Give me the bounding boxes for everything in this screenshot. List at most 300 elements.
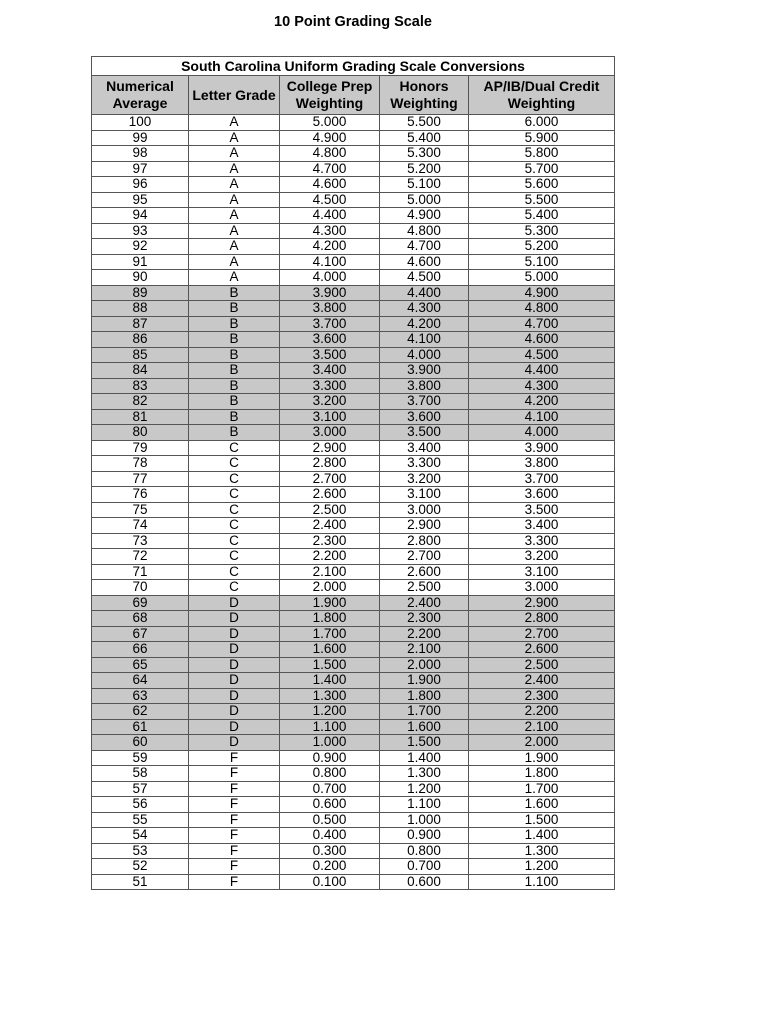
cell-ap-ib-dual: 5.100: [469, 254, 615, 270]
cell-letter-grade: B: [189, 347, 280, 363]
cell-letter-grade: A: [189, 239, 280, 255]
cell-letter-grade: B: [189, 378, 280, 394]
cell-ap-ib-dual: 6.000: [469, 115, 615, 131]
cell-honors: 3.100: [380, 487, 469, 503]
table-row: [92, 812, 615, 828]
cell-honors: 5.000: [380, 192, 469, 208]
cell-numerical-average: 97: [92, 161, 189, 177]
cell-honors: 0.600: [380, 874, 469, 890]
table-row: [92, 533, 615, 549]
cell-numerical-average: 93: [92, 223, 189, 239]
cell-numerical-average: 99: [92, 130, 189, 146]
cell-letter-grade: D: [189, 673, 280, 689]
cell-ap-ib-dual: 5.000: [469, 270, 615, 286]
cell-honors: 4.700: [380, 239, 469, 255]
table-caption: South Carolina Uniform Grading Scale Conversions: [92, 57, 615, 76]
cell-letter-grade: D: [189, 719, 280, 735]
table-row: [92, 828, 615, 844]
cell-ap-ib-dual: 3.400: [469, 518, 615, 534]
cell-honors: 4.000: [380, 347, 469, 363]
cell-college-prep: 4.100: [280, 254, 380, 270]
cell-college-prep: 1.900: [280, 595, 380, 611]
cell-college-prep: 3.600: [280, 332, 380, 348]
cell-college-prep: 0.400: [280, 828, 380, 844]
table-row: [92, 130, 615, 146]
cell-honors: 2.400: [380, 595, 469, 611]
cell-honors: 1.900: [380, 673, 469, 689]
cell-ap-ib-dual: 1.600: [469, 797, 615, 813]
table-row: [92, 316, 615, 332]
cell-honors: 1.300: [380, 766, 469, 782]
cell-honors: 2.200: [380, 626, 469, 642]
cell-college-prep: 4.700: [280, 161, 380, 177]
cell-honors: 4.800: [380, 223, 469, 239]
cell-honors: 4.300: [380, 301, 469, 317]
cell-college-prep: 4.200: [280, 239, 380, 255]
cell-ap-ib-dual: 4.600: [469, 332, 615, 348]
cell-numerical-average: 56: [92, 797, 189, 813]
cell-letter-grade: A: [189, 115, 280, 131]
table-row: [92, 673, 615, 689]
cell-honors: 0.800: [380, 843, 469, 859]
cell-numerical-average: 73: [92, 533, 189, 549]
table-row: [92, 518, 615, 534]
table-row: [92, 843, 615, 859]
cell-ap-ib-dual: 1.900: [469, 750, 615, 766]
table-row: [92, 688, 615, 704]
cell-numerical-average: 53: [92, 843, 189, 859]
cell-letter-grade: B: [189, 332, 280, 348]
cell-letter-grade: F: [189, 781, 280, 797]
cell-ap-ib-dual: 4.800: [469, 301, 615, 317]
cell-numerical-average: 61: [92, 719, 189, 735]
cell-college-prep: 1.100: [280, 719, 380, 735]
cell-letter-grade: B: [189, 301, 280, 317]
cell-ap-ib-dual: 2.000: [469, 735, 615, 751]
table-row: [92, 409, 615, 425]
cell-ap-ib-dual: 2.300: [469, 688, 615, 704]
table-row: [92, 735, 615, 751]
cell-ap-ib-dual: 2.800: [469, 611, 615, 627]
table-row: [92, 549, 615, 565]
cell-honors: 5.300: [380, 146, 469, 162]
cell-numerical-average: 55: [92, 812, 189, 828]
table-row: [92, 440, 615, 456]
cell-letter-grade: D: [189, 735, 280, 751]
cell-letter-grade: D: [189, 657, 280, 673]
cell-honors: 2.300: [380, 611, 469, 627]
cell-letter-grade: F: [189, 843, 280, 859]
cell-letter-grade: A: [189, 146, 280, 162]
table-row: [92, 874, 615, 890]
cell-honors: 4.600: [380, 254, 469, 270]
cell-ap-ib-dual: 5.500: [469, 192, 615, 208]
table-row: [92, 332, 615, 348]
cell-honors: 1.100: [380, 797, 469, 813]
cell-numerical-average: 67: [92, 626, 189, 642]
cell-letter-grade: D: [189, 626, 280, 642]
header-honors-weighting: Honors Weighting: [380, 76, 469, 115]
cell-honors: 1.700: [380, 704, 469, 720]
cell-college-prep: 4.500: [280, 192, 380, 208]
cell-letter-grade: F: [189, 750, 280, 766]
cell-honors: 2.500: [380, 580, 469, 596]
table-row: [92, 859, 615, 875]
cell-college-prep: 1.300: [280, 688, 380, 704]
cell-ap-ib-dual: 1.300: [469, 843, 615, 859]
cell-college-prep: 0.600: [280, 797, 380, 813]
cell-honors: 1.600: [380, 719, 469, 735]
cell-college-prep: 2.100: [280, 564, 380, 580]
table-row: [92, 781, 615, 797]
cell-honors: 3.200: [380, 471, 469, 487]
cell-numerical-average: 86: [92, 332, 189, 348]
cell-letter-grade: C: [189, 549, 280, 565]
cell-letter-grade: A: [189, 223, 280, 239]
cell-ap-ib-dual: 3.700: [469, 471, 615, 487]
cell-ap-ib-dual: 5.900: [469, 130, 615, 146]
cell-honors: 4.900: [380, 208, 469, 224]
table-row: [92, 502, 615, 518]
cell-college-prep: 2.500: [280, 502, 380, 518]
table-row: [92, 177, 615, 193]
table-row: [92, 704, 615, 720]
cell-college-prep: 0.500: [280, 812, 380, 828]
cell-numerical-average: 95: [92, 192, 189, 208]
cell-honors: 2.800: [380, 533, 469, 549]
cell-numerical-average: 96: [92, 177, 189, 193]
cell-ap-ib-dual: 3.100: [469, 564, 615, 580]
cell-college-prep: 2.000: [280, 580, 380, 596]
cell-ap-ib-dual: 5.400: [469, 208, 615, 224]
table-row: [92, 394, 615, 410]
cell-college-prep: 3.000: [280, 425, 380, 441]
table-row: [92, 208, 615, 224]
table-row: [92, 564, 615, 580]
cell-honors: 3.700: [380, 394, 469, 410]
cell-numerical-average: 89: [92, 285, 189, 301]
cell-college-prep: 4.800: [280, 146, 380, 162]
cell-college-prep: 0.100: [280, 874, 380, 890]
cell-honors: 1.400: [380, 750, 469, 766]
cell-numerical-average: 92: [92, 239, 189, 255]
cell-ap-ib-dual: 4.200: [469, 394, 615, 410]
cell-honors: 4.100: [380, 332, 469, 348]
cell-numerical-average: 85: [92, 347, 189, 363]
cell-honors: 5.100: [380, 177, 469, 193]
cell-ap-ib-dual: 5.700: [469, 161, 615, 177]
cell-college-prep: 2.900: [280, 440, 380, 456]
cell-ap-ib-dual: 2.400: [469, 673, 615, 689]
cell-letter-grade: B: [189, 316, 280, 332]
cell-honors: 5.500: [380, 115, 469, 131]
cell-letter-grade: A: [189, 192, 280, 208]
table-row: [92, 595, 615, 611]
table-row: [92, 223, 615, 239]
table-row: [92, 471, 615, 487]
header-ap-ib-dual-credit-weighting: AP/IB/Dual Credit Weighting: [469, 76, 615, 115]
cell-honors: 3.400: [380, 440, 469, 456]
cell-numerical-average: 59: [92, 750, 189, 766]
cell-numerical-average: 79: [92, 440, 189, 456]
cell-honors: 2.700: [380, 549, 469, 565]
table-row: [92, 456, 615, 472]
cell-college-prep: 4.400: [280, 208, 380, 224]
cell-college-prep: 4.300: [280, 223, 380, 239]
cell-numerical-average: 52: [92, 859, 189, 875]
cell-letter-grade: B: [189, 394, 280, 410]
cell-honors: 1.200: [380, 781, 469, 797]
cell-numerical-average: 57: [92, 781, 189, 797]
table-row: [92, 657, 615, 673]
cell-numerical-average: 98: [92, 146, 189, 162]
cell-college-prep: 3.500: [280, 347, 380, 363]
cell-college-prep: 0.800: [280, 766, 380, 782]
cell-ap-ib-dual: 4.100: [469, 409, 615, 425]
cell-numerical-average: 87: [92, 316, 189, 332]
cell-ap-ib-dual: 3.500: [469, 502, 615, 518]
cell-letter-grade: D: [189, 704, 280, 720]
header-letter-grade: Letter Grade: [189, 76, 280, 115]
table-row: [92, 270, 615, 286]
cell-numerical-average: 51: [92, 874, 189, 890]
cell-letter-grade: D: [189, 595, 280, 611]
cell-letter-grade: C: [189, 564, 280, 580]
cell-honors: 2.900: [380, 518, 469, 534]
cell-letter-grade: A: [189, 208, 280, 224]
cell-numerical-average: 71: [92, 564, 189, 580]
header-college-prep-weighting: College Prep Weighting: [280, 76, 380, 115]
cell-letter-grade: B: [189, 285, 280, 301]
cell-honors: 0.900: [380, 828, 469, 844]
cell-honors: 1.800: [380, 688, 469, 704]
cell-honors: 3.500: [380, 425, 469, 441]
table-row: [92, 642, 615, 658]
cell-college-prep: 1.400: [280, 673, 380, 689]
cell-honors: 2.100: [380, 642, 469, 658]
cell-ap-ib-dual: 5.600: [469, 177, 615, 193]
cell-college-prep: 3.900: [280, 285, 380, 301]
cell-ap-ib-dual: 4.400: [469, 363, 615, 379]
cell-college-prep: 3.700: [280, 316, 380, 332]
table-row: [92, 766, 615, 782]
cell-letter-grade: C: [189, 487, 280, 503]
cell-honors: 3.900: [380, 363, 469, 379]
cell-letter-grade: D: [189, 642, 280, 658]
cell-ap-ib-dual: 2.200: [469, 704, 615, 720]
cell-letter-grade: C: [189, 518, 280, 534]
cell-college-prep: 0.700: [280, 781, 380, 797]
cell-college-prep: 4.900: [280, 130, 380, 146]
cell-honors: 3.000: [380, 502, 469, 518]
cell-letter-grade: A: [189, 161, 280, 177]
cell-college-prep: 1.600: [280, 642, 380, 658]
cell-numerical-average: 83: [92, 378, 189, 394]
cell-honors: 4.200: [380, 316, 469, 332]
cell-honors: 4.500: [380, 270, 469, 286]
cell-letter-grade: F: [189, 859, 280, 875]
table-row: [92, 254, 615, 270]
cell-letter-grade: A: [189, 177, 280, 193]
cell-college-prep: 4.600: [280, 177, 380, 193]
cell-numerical-average: 78: [92, 456, 189, 472]
cell-college-prep: 1.200: [280, 704, 380, 720]
cell-numerical-average: 77: [92, 471, 189, 487]
cell-ap-ib-dual: 3.800: [469, 456, 615, 472]
table-row: [92, 425, 615, 441]
cell-ap-ib-dual: 1.100: [469, 874, 615, 890]
cell-ap-ib-dual: 5.200: [469, 239, 615, 255]
cell-college-prep: 2.200: [280, 549, 380, 565]
cell-letter-grade: F: [189, 874, 280, 890]
cell-letter-grade: F: [189, 797, 280, 813]
cell-numerical-average: 60: [92, 735, 189, 751]
cell-numerical-average: 54: [92, 828, 189, 844]
cell-college-prep: 2.400: [280, 518, 380, 534]
cell-ap-ib-dual: 4.000: [469, 425, 615, 441]
cell-numerical-average: 62: [92, 704, 189, 720]
cell-college-prep: 1.700: [280, 626, 380, 642]
cell-numerical-average: 90: [92, 270, 189, 286]
cell-college-prep: 1.800: [280, 611, 380, 627]
cell-college-prep: 4.000: [280, 270, 380, 286]
cell-letter-grade: C: [189, 580, 280, 596]
cell-honors: 3.300: [380, 456, 469, 472]
cell-college-prep: 3.100: [280, 409, 380, 425]
cell-numerical-average: 76: [92, 487, 189, 503]
cell-college-prep: 3.300: [280, 378, 380, 394]
table-row: [92, 378, 615, 394]
cell-numerical-average: 69: [92, 595, 189, 611]
cell-college-prep: 3.400: [280, 363, 380, 379]
cell-numerical-average: 75: [92, 502, 189, 518]
cell-letter-grade: D: [189, 688, 280, 704]
cell-ap-ib-dual: 5.300: [469, 223, 615, 239]
table-row: [92, 347, 615, 363]
cell-ap-ib-dual: 2.700: [469, 626, 615, 642]
cell-ap-ib-dual: 3.600: [469, 487, 615, 503]
cell-letter-grade: F: [189, 812, 280, 828]
cell-ap-ib-dual: 1.800: [469, 766, 615, 782]
cell-ap-ib-dual: 2.600: [469, 642, 615, 658]
cell-college-prep: 1.000: [280, 735, 380, 751]
cell-letter-grade: F: [189, 766, 280, 782]
cell-ap-ib-dual: 3.900: [469, 440, 615, 456]
table-row: [92, 363, 615, 379]
cell-ap-ib-dual: 3.000: [469, 580, 615, 596]
cell-letter-grade: B: [189, 425, 280, 441]
table-row: [92, 161, 615, 177]
table-row: [92, 611, 615, 627]
cell-numerical-average: 63: [92, 688, 189, 704]
table-body: [92, 115, 615, 890]
cell-letter-grade: F: [189, 828, 280, 844]
cell-numerical-average: 64: [92, 673, 189, 689]
cell-ap-ib-dual: 4.700: [469, 316, 615, 332]
cell-honors: 1.000: [380, 812, 469, 828]
page-title: 10 Point Grading Scale: [274, 14, 432, 30]
cell-letter-grade: C: [189, 502, 280, 518]
cell-numerical-average: 80: [92, 425, 189, 441]
cell-numerical-average: 91: [92, 254, 189, 270]
cell-numerical-average: 94: [92, 208, 189, 224]
cell-numerical-average: 82: [92, 394, 189, 410]
table-row: [92, 285, 615, 301]
table-row: [92, 115, 615, 131]
table-row: [92, 719, 615, 735]
cell-ap-ib-dual: 5.800: [469, 146, 615, 162]
cell-ap-ib-dual: 1.200: [469, 859, 615, 875]
cell-letter-grade: C: [189, 440, 280, 456]
cell-numerical-average: 88: [92, 301, 189, 317]
cell-college-prep: 3.200: [280, 394, 380, 410]
cell-honors: 5.400: [380, 130, 469, 146]
table-row: [92, 487, 615, 503]
cell-college-prep: 3.800: [280, 301, 380, 317]
cell-college-prep: 0.200: [280, 859, 380, 875]
cell-numerical-average: 58: [92, 766, 189, 782]
cell-ap-ib-dual: 3.300: [469, 533, 615, 549]
table-row: [92, 192, 615, 208]
cell-college-prep: 2.600: [280, 487, 380, 503]
cell-college-prep: 2.700: [280, 471, 380, 487]
cell-college-prep: 0.900: [280, 750, 380, 766]
cell-numerical-average: 72: [92, 549, 189, 565]
table-row: [92, 750, 615, 766]
cell-ap-ib-dual: 2.900: [469, 595, 615, 611]
cell-honors: 2.600: [380, 564, 469, 580]
cell-letter-grade: B: [189, 363, 280, 379]
cell-honors: 3.600: [380, 409, 469, 425]
cell-numerical-average: 81: [92, 409, 189, 425]
cell-letter-grade: B: [189, 409, 280, 425]
table-row: [92, 146, 615, 162]
cell-college-prep: 1.500: [280, 657, 380, 673]
cell-college-prep: 2.300: [280, 533, 380, 549]
cell-ap-ib-dual: 2.100: [469, 719, 615, 735]
table-row: [92, 301, 615, 317]
grading-scale-table: [91, 56, 615, 890]
table-row: [92, 626, 615, 642]
cell-honors: 1.500: [380, 735, 469, 751]
cell-letter-grade: C: [189, 471, 280, 487]
table-row: [92, 797, 615, 813]
cell-ap-ib-dual: 3.200: [469, 549, 615, 565]
cell-numerical-average: 66: [92, 642, 189, 658]
cell-letter-grade: D: [189, 611, 280, 627]
cell-college-prep: 5.000: [280, 115, 380, 131]
cell-letter-grade: C: [189, 456, 280, 472]
cell-letter-grade: C: [189, 533, 280, 549]
table-row: [92, 580, 615, 596]
cell-ap-ib-dual: 4.900: [469, 285, 615, 301]
header-numerical-average: Numerical Average: [92, 76, 189, 115]
cell-numerical-average: 100: [92, 115, 189, 131]
cell-numerical-average: 74: [92, 518, 189, 534]
cell-ap-ib-dual: 4.500: [469, 347, 615, 363]
cell-ap-ib-dual: 1.400: [469, 828, 615, 844]
cell-letter-grade: A: [189, 254, 280, 270]
cell-honors: 0.700: [380, 859, 469, 875]
table-row: [92, 239, 615, 255]
cell-college-prep: 2.800: [280, 456, 380, 472]
cell-ap-ib-dual: 4.300: [469, 378, 615, 394]
cell-numerical-average: 84: [92, 363, 189, 379]
cell-honors: 4.400: [380, 285, 469, 301]
cell-ap-ib-dual: 1.500: [469, 812, 615, 828]
cell-numerical-average: 70: [92, 580, 189, 596]
cell-ap-ib-dual: 2.500: [469, 657, 615, 673]
